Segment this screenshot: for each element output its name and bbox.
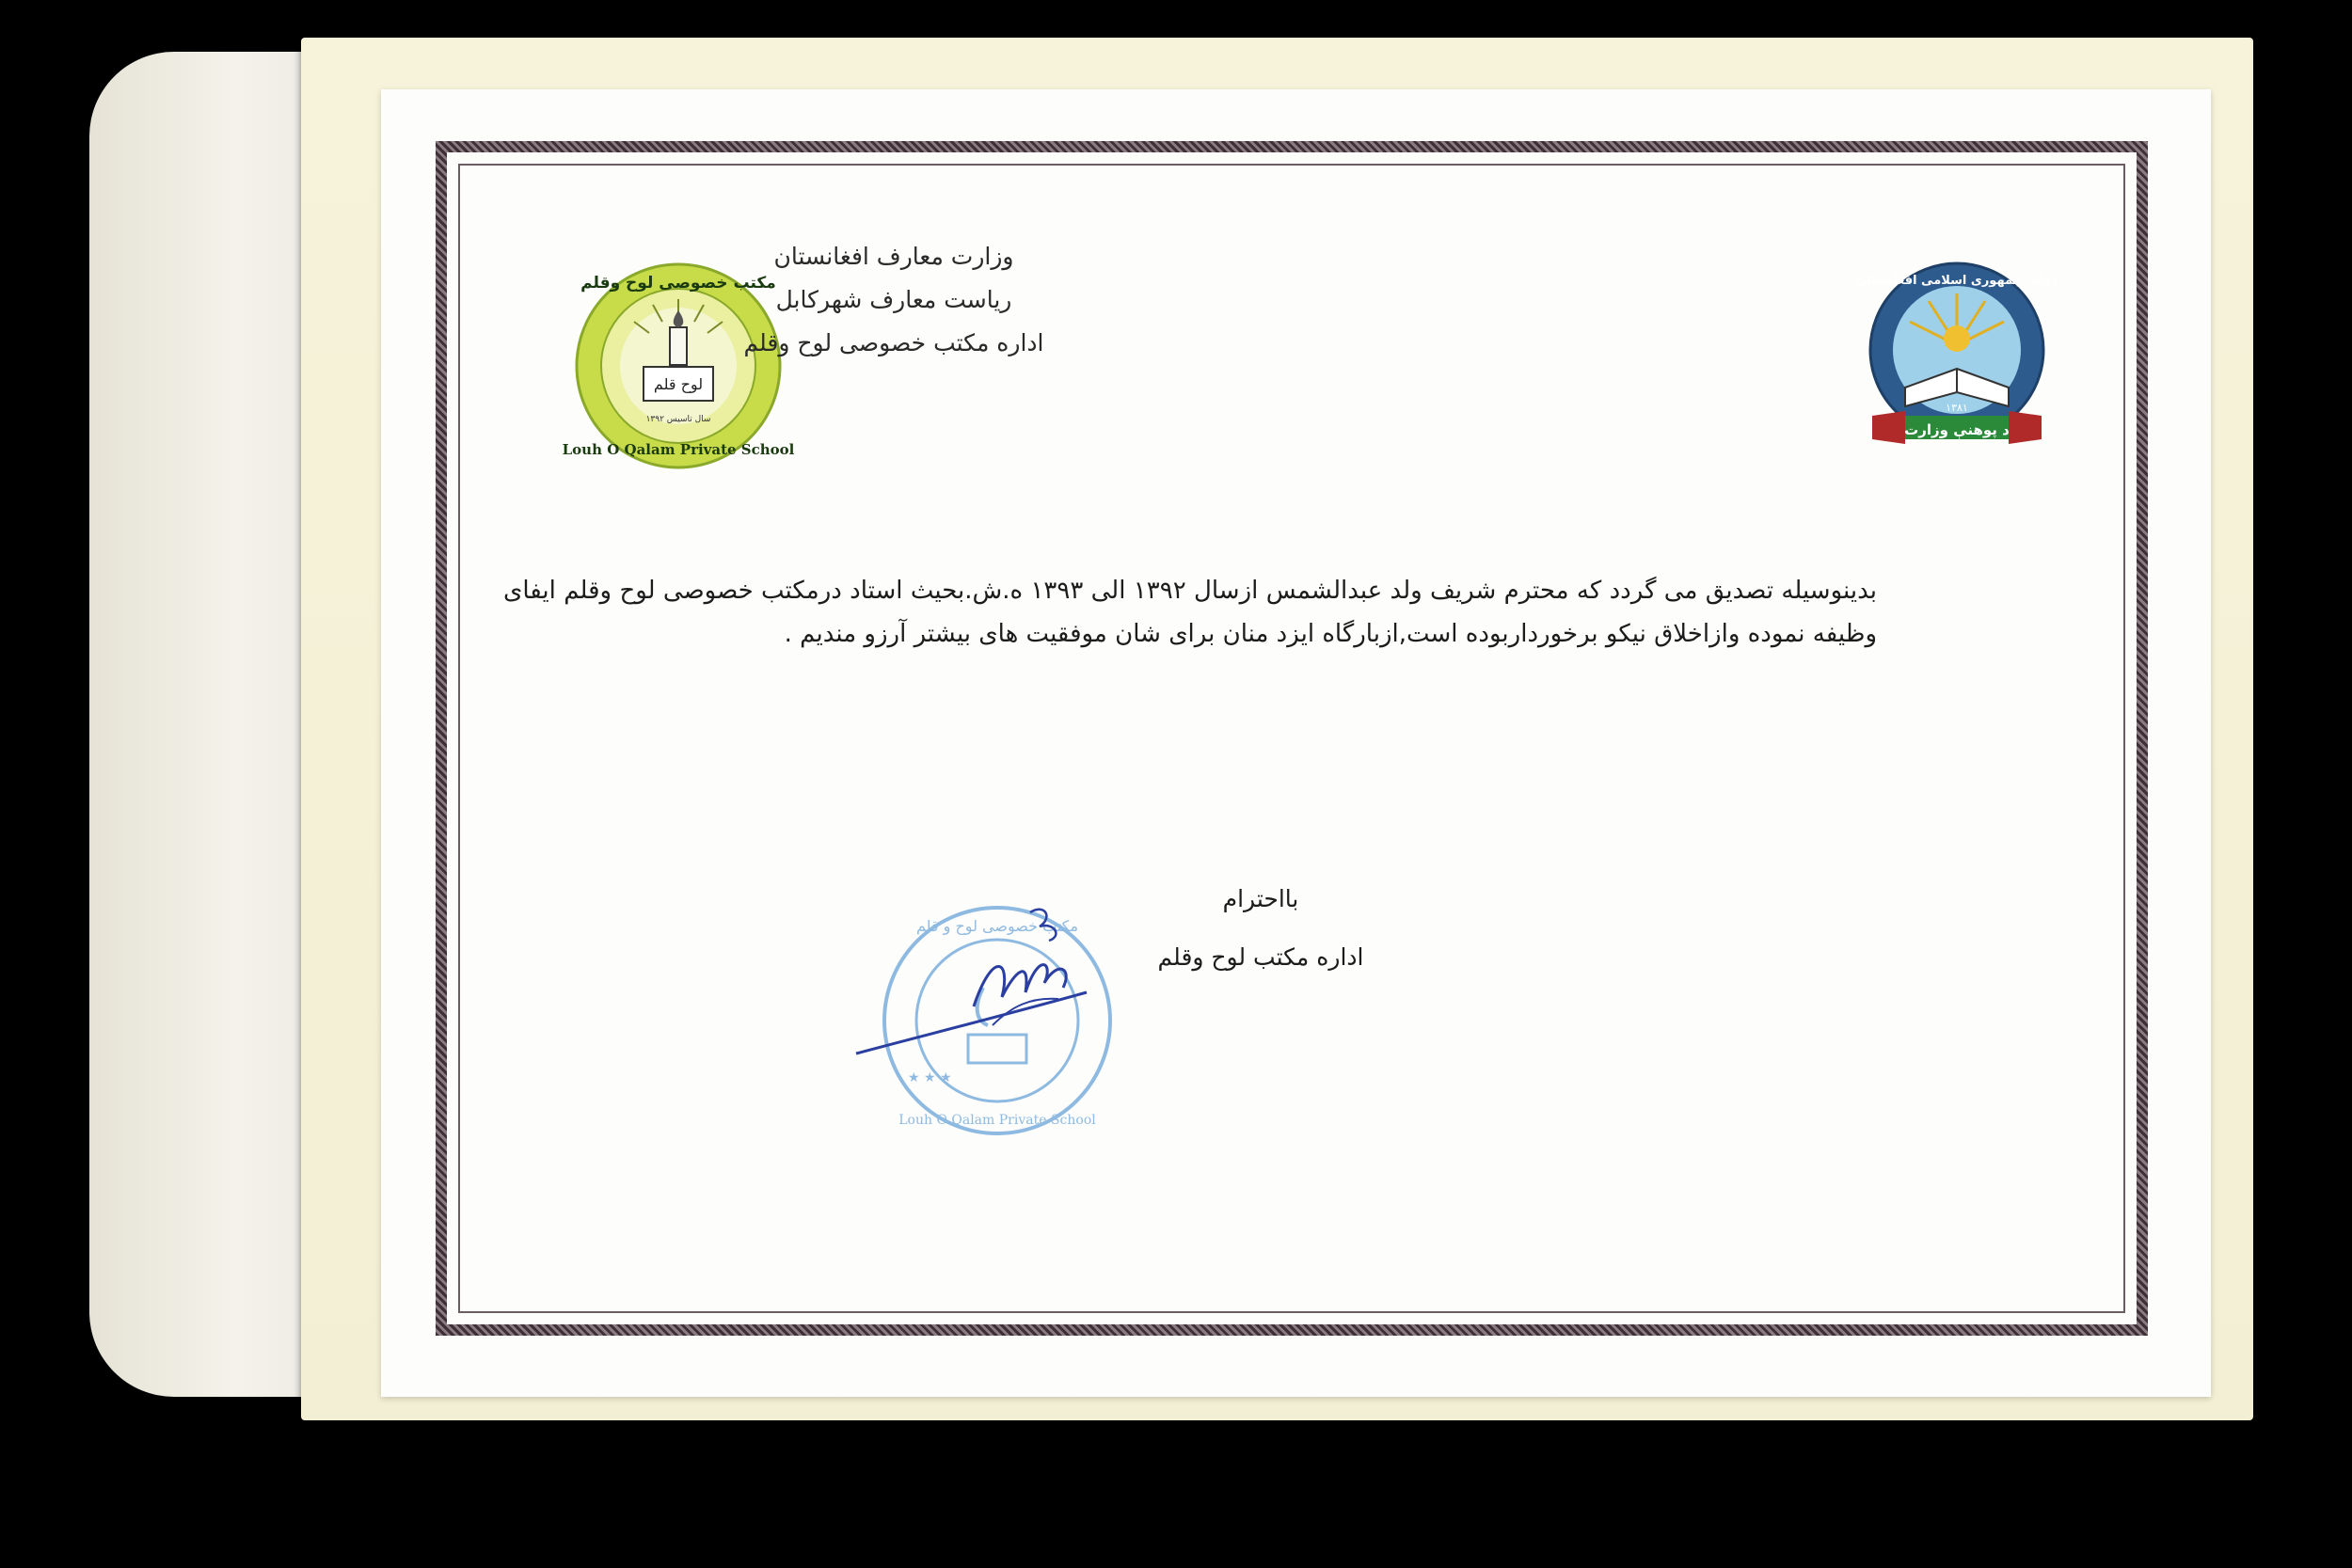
ministry-logo: [1849, 256, 2065, 465]
ministry-line: وزارت معارف افغانستان: [773, 243, 1014, 270]
ministry-logo-year: ۱۳۸۱: [1946, 402, 1968, 414]
svg-text:Louh O Qalam Private School: Louh O Qalam Private School: [898, 1113, 1096, 1128]
ministry-logo-persian-text: دولت جمهوری اسلامی افغانستان: [1855, 274, 2058, 288]
letterhead: [659, 235, 1129, 365]
svg-text:لوح قلم: لوح قلم: [653, 375, 704, 393]
directorate-line: ریاست معارف شهرکابل: [775, 286, 1012, 313]
regards-text: بااحترام: [1222, 885, 1299, 912]
svg-text:★ ★ ★: ★ ★ ★: [908, 1070, 952, 1085]
ministry-logo-pashto-text: د پوهنې وزارت: [1904, 421, 2010, 438]
svg-text:مکتب خصوصی لوح و قلم: مکتب خصوصی لوح و قلم: [915, 917, 1079, 935]
school-logo-persian-text: مکتب خصوصی لوح وقلم: [580, 274, 776, 293]
school-logo-english-text: Louh O Qalam Private School: [562, 441, 795, 458]
envelope-flap: [89, 52, 334, 1397]
signatory-text: اداره مکتب لوح وقلم: [1157, 943, 1364, 971]
certificate-body: بدینوسیله تصدیق می گردد که محترم شریف ولد عبدالشمس ازسال ۱۳۹۲ الی ۱۳۹۳ ه.ش.بحیث استاد درمکتب خصوصی لوح وقلم ایفای وظیفه نموده وازاخلاق نیکو برخورداربوده است,ازبارگاه ایزد منان برای شان موفقیت های بیشتر آرزو مندیم .: [503, 577, 1877, 648]
svg-text:سال تاسیس ۱۳۹۲: سال تاسیس ۱۳۹۲: [645, 415, 711, 424]
school-line: اداره مکتب خصوصی لوح وقلم: [743, 329, 1044, 356]
signature: [851, 894, 1190, 1082]
